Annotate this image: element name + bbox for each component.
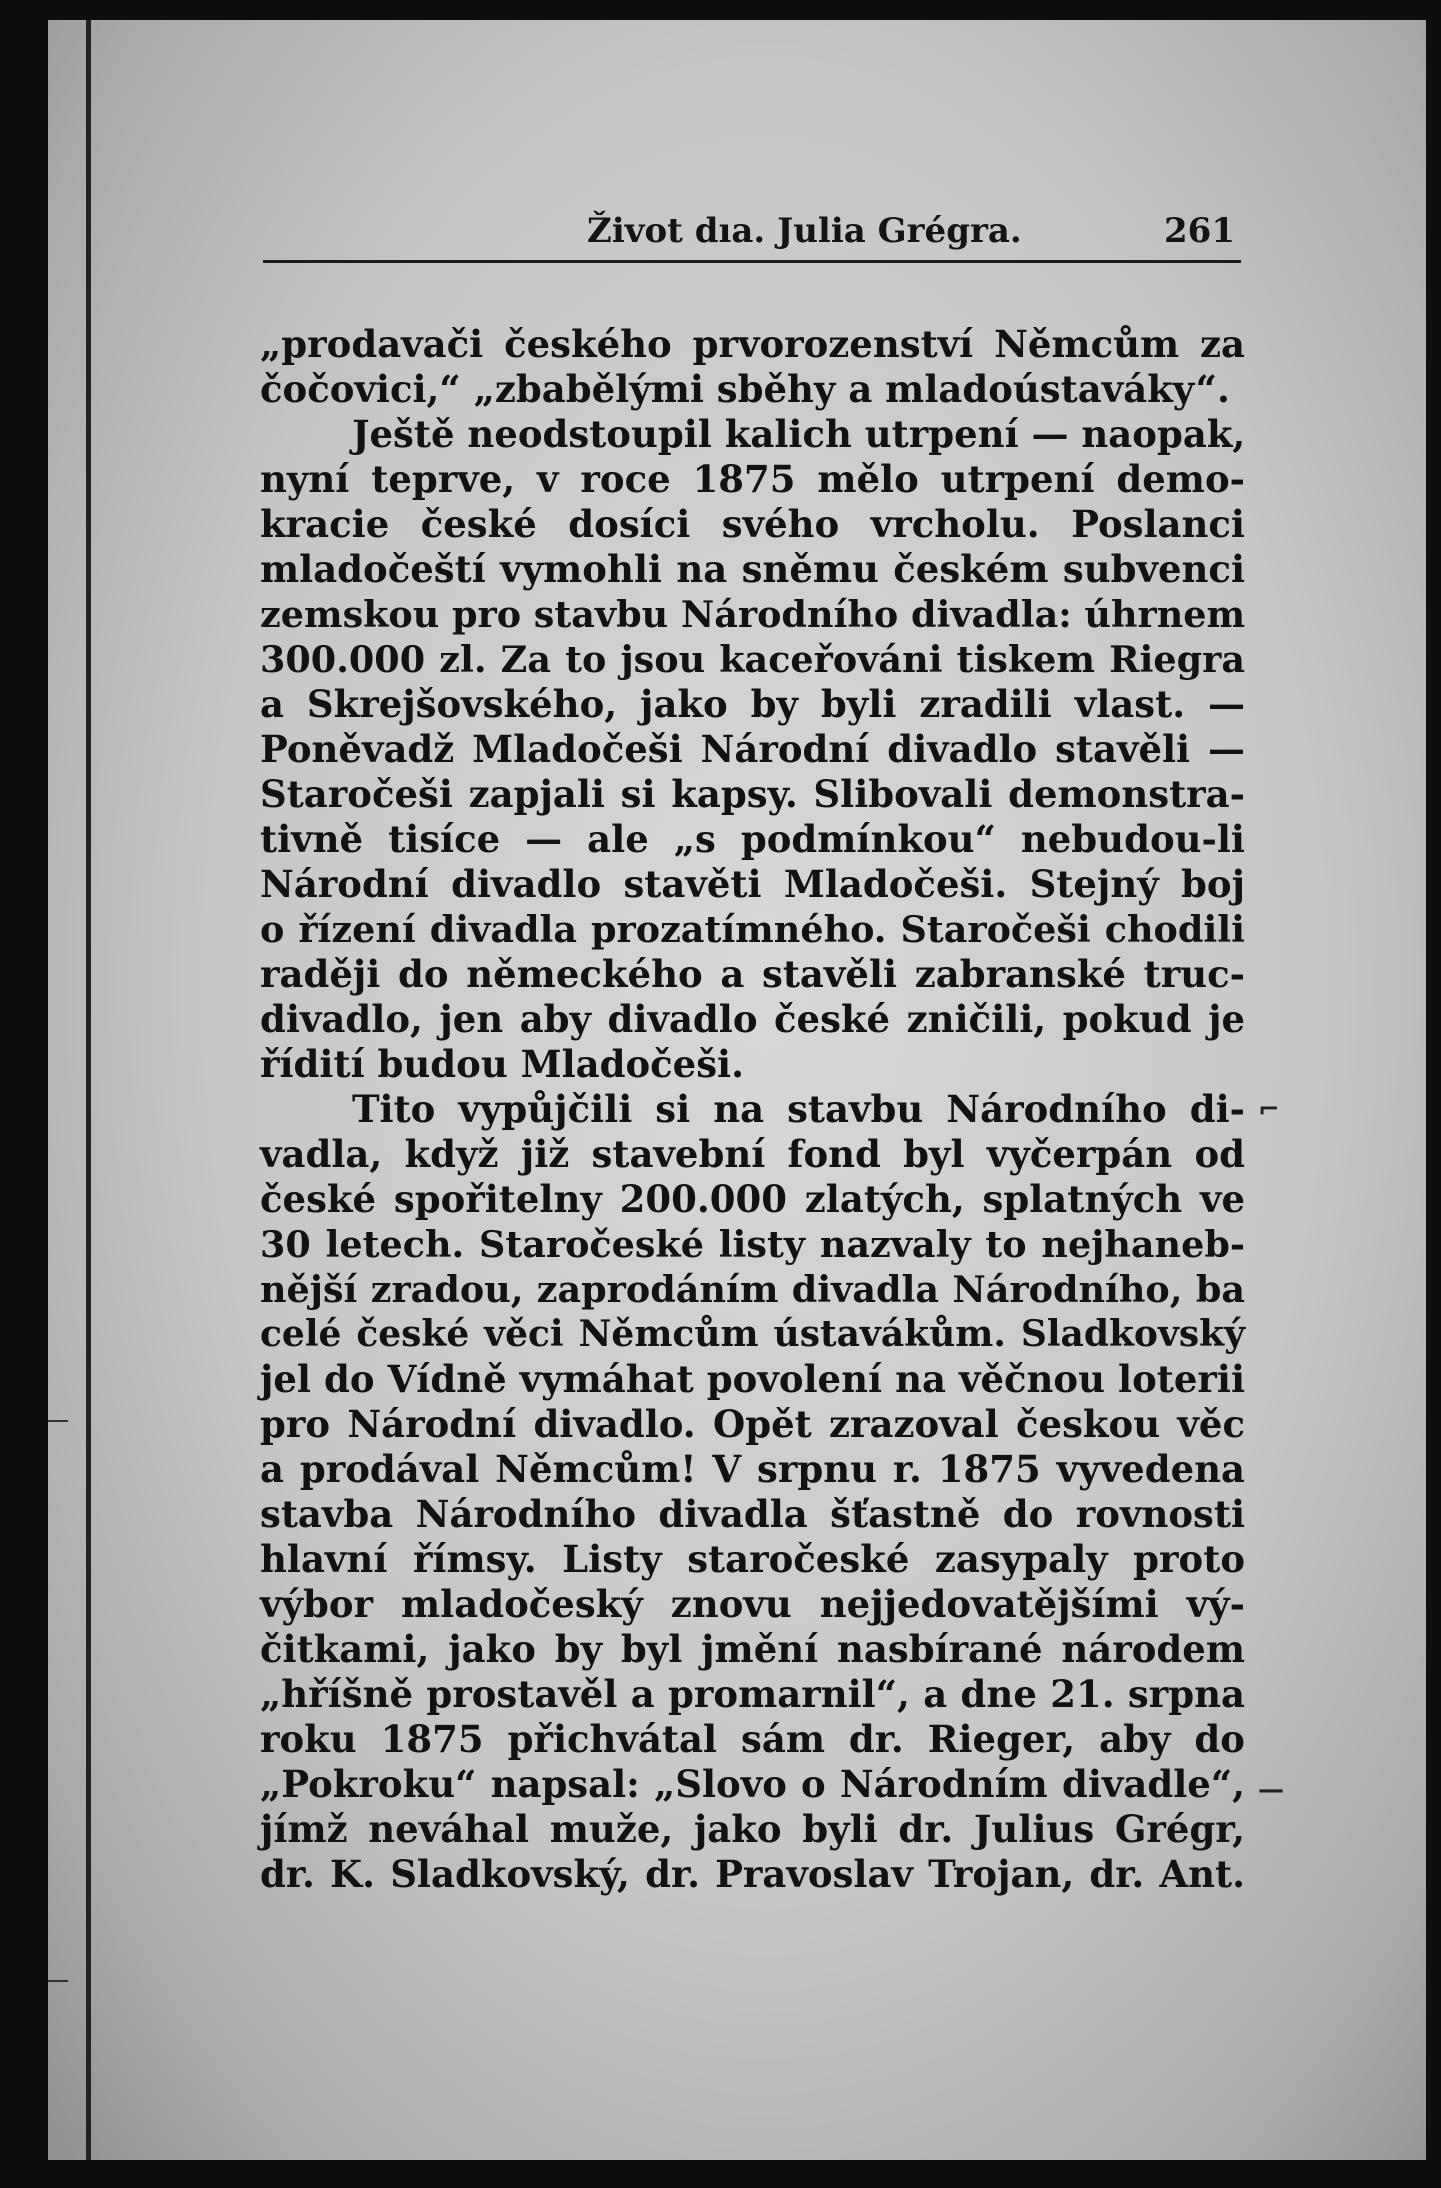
- text-line: nyní teprve, v roce 1875 mělo utrpení demo-: [260, 457, 1245, 501]
- book-page: [48, 20, 1426, 2160]
- text-line: Národní divadlo stavěti Mladočeši. Stejný boj: [260, 862, 1245, 906]
- text-line: „hříšně prostavěl a promarnil“, a dne 21. srpna: [260, 1672, 1245, 1716]
- text-line: Poněvadž Mladočeši Národní divadlo stavěli —: [260, 727, 1245, 771]
- text-line: „prodavači českého prvorozenství Němcům za: [260, 322, 1245, 366]
- text-line: a Skrejšovského, jako by byli zradili vlast. —: [260, 682, 1245, 726]
- text-line: Tito vypůjčili si na stavbu Národního di-: [352, 1087, 1245, 1131]
- text-line: nější zradou, zaprodáním divadla Národního, ba: [260, 1268, 1245, 1311]
- running-title: Život dıa. Julia Grégra.: [587, 211, 1022, 251]
- text-line: 300.000 zl. Za to jsou kaceřováni tiskem Riegra: [260, 638, 1245, 681]
- text-line: jel do Vídně vymáhat povolení na věčnou loterii: [260, 1357, 1245, 1401]
- text-line: zemskou pro stavbu Národního divadla: úhrnem: [260, 593, 1246, 636]
- text-line: kracie české dosíci svého vrcholu. Poslanci: [260, 502, 1245, 546]
- text-line: a prodával Němcům! V srpnu r. 1875 vyvedena: [260, 1447, 1245, 1491]
- margin-tick: [48, 1980, 68, 1982]
- page-edge-rule: [86, 20, 91, 2160]
- text-line: hlavní římsy. Listy staročeské zasypaly proto: [260, 1537, 1245, 1581]
- text-line: „Pokroku“ napsal: „Slovo o Národním divadle“,: [260, 1762, 1245, 1806]
- text-line: tivně tisíce — ale „s podmínkou“ nebudou-li: [260, 817, 1245, 861]
- page-number: 261: [1164, 211, 1235, 251]
- text-line: Staročeši zapjali si kapsy. Slibovali demonstra-: [260, 772, 1245, 816]
- text-line: divadlo, jen aby divadlo české zničili, pokud je: [260, 997, 1245, 1041]
- text-line: řídití budou Mladočeši.: [260, 1042, 744, 1086]
- text-line: Ještě neodstoupil kalich utrpení — naopak,: [352, 412, 1246, 456]
- body-text: [260, 322, 1245, 1897]
- text-line: pro Národní divadlo. Opět zrazoval českou věc: [260, 1402, 1245, 1446]
- text-line: mladočeští vymohli na sněmu českém subvenci: [260, 547, 1245, 591]
- text-line: stavba Národního divadla šťastně do rovnosti: [260, 1492, 1245, 1536]
- text-line: o řízení divadla prozatímného. Staročeši chodili: [260, 908, 1245, 951]
- text-line: výbor mladočeský znovu nejjedovatějšími vý-: [260, 1582, 1245, 1626]
- text-line: roku 1875 přichvátal sám dr. Rieger, aby do: [260, 1717, 1245, 1761]
- margin-pencil-mark: —: [1258, 1775, 1284, 1805]
- text-line: dr. K. Sladkovský, dr. Pravoslav Trojan, dr. Ant.: [260, 1852, 1245, 1896]
- margin-tick: [48, 1420, 68, 1422]
- margin-pencil-mark: ⌐: [1258, 1095, 1280, 1125]
- text-line: jímž neváhal muže, jako byli dr. Julius Grégr,: [260, 1807, 1245, 1851]
- text-line: čitkami, jako by byl jmění nasbírané národem: [260, 1627, 1245, 1671]
- text-line: celé české věci Němcům ústavákům. Sladkovský: [260, 1313, 1245, 1355]
- text-line: vadla, když již stavební fond byl vyčerpán od: [260, 1132, 1245, 1176]
- running-header: [263, 205, 1241, 263]
- text-line: čočovici,“ „zbabělými sběhy a mladoústaváky“.: [260, 367, 1230, 411]
- text-line: raději do německého a stavěli zabranské truc-: [260, 952, 1245, 996]
- text-line: 30 letech. Staročeské listy nazvaly to nejhaneb-: [260, 1223, 1245, 1266]
- text-line: české spořitelny 200.000 zlatých, splatných ve: [260, 1177, 1245, 1221]
